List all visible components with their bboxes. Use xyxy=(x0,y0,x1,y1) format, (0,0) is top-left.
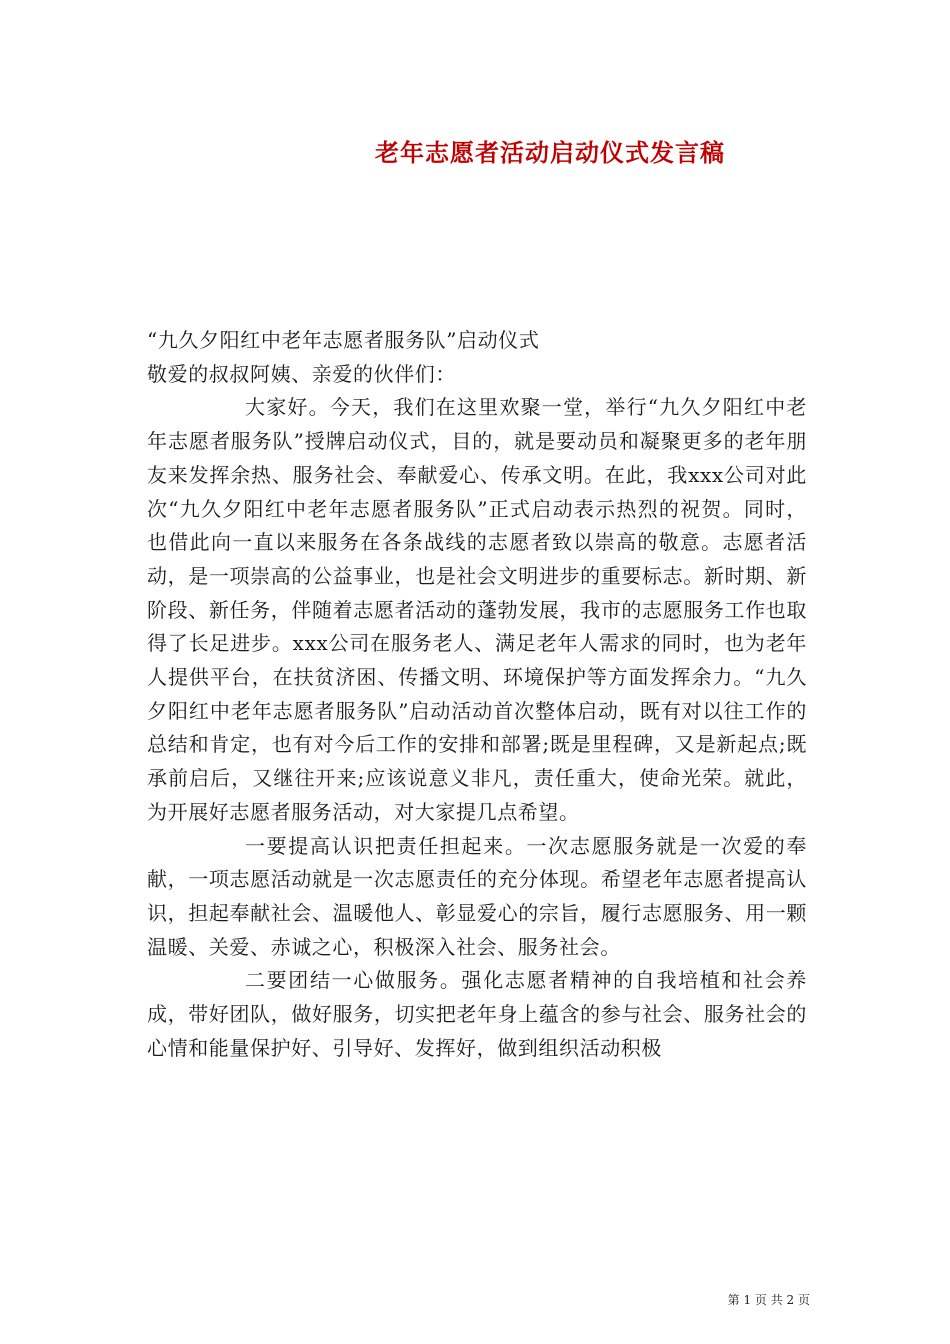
paragraph-point-two: 二要团结一心做服务。强化志愿者精神的自我培植和社会养成，带好团队，做好服务，切实把老年身上蕴含的参与社会、服务社会的心情和能量保护好、引导好、发挥好，做到组织活动积极 xyxy=(147,968,807,1060)
document-body xyxy=(147,324,807,1065)
paragraph-point-one: 一要提高认识把责任担起来。一次志愿服务就是一次爱的奉献，一项志愿活动就是一次志愿责任的充分体现。希望老年志愿者提高认识，担起奉献社会、温暖他人、彰显爱心的宗旨，履行志愿服务、用一颗温暖、关爱、赤诚之心，积极深入社会、服务社会。 xyxy=(147,833,807,959)
document-title: 老年志愿者活动启动仪式发言稿 xyxy=(375,138,725,167)
salutation: 敬爱的叔叔阿姨、亲爱的伙伴们： xyxy=(147,361,456,386)
document-subtitle: “九久夕阳红中老年志愿者服务队”启动仪式 xyxy=(147,328,540,352)
page-indicator: 第 1 页 共 2 页 xyxy=(727,1293,810,1307)
paragraph-opening: 大家好。今天，我们在这里欢聚一堂，举行“九久夕阳红中老年志愿者服务队”授牌启动仪式，目的，就是要动员和凝聚更多的老年朋友来发挥余热、服务社会、奉献爱心、传承文明。在此，我xxx公司对此次“九久夕阳红中老年志愿者服务队”正式启动表示热烈的祝贺。同时，也借此向一直以来服务在各条战线的志愿者致以崇高的敬意。志愿者活动，是一项崇高的公益事业，也是社会文明进步的重要标志。新时期、新阶段、新任务，伴随着志愿者活动的蓬勃发展，我市的志愿服务工作也取得了长足进步。xxx公司在服务老人、满足老年人需求的同时，也为老年人提供平台，在扶贫济困、传播文明、环境保护等方面发挥余力。“九久夕阳红中老年志愿者服务队”启动活动首次整体启动，既有对以往工作的总结和肯定，也有对今后工作的安排和部署;既是里程碑，又是新起点;既承前启后，又继往开来;应该说意义非凡，责任重大，使命光荣。就此，为开展好志愿者服务活动，对大家提几点希望。 xyxy=(147,395,807,824)
